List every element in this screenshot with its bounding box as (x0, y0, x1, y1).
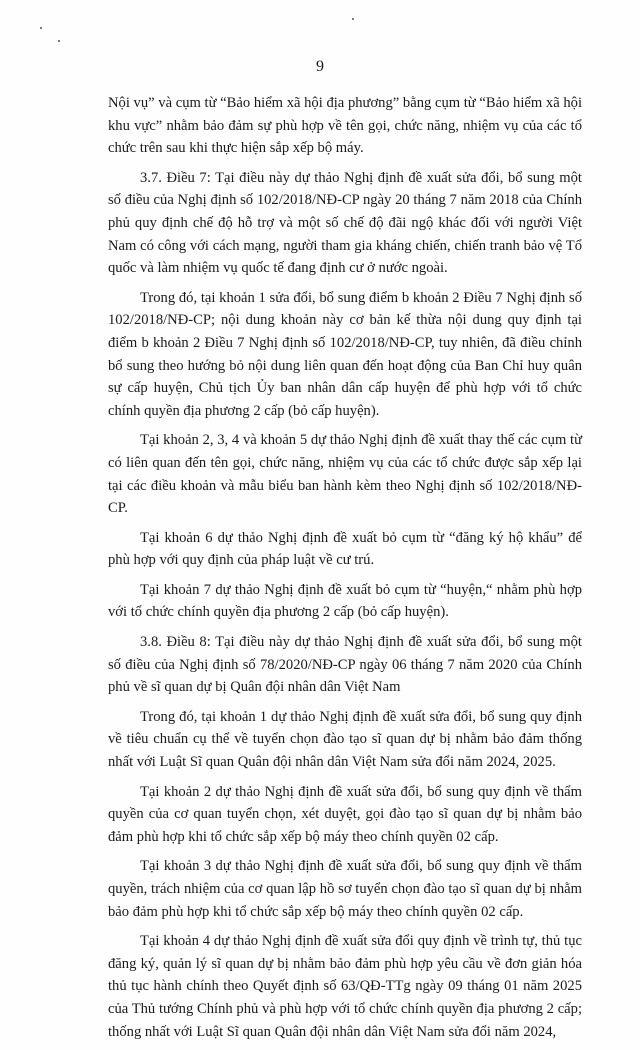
paragraph-article-8-clause-1: Trong đó, tại khoản 1 dự thảo Nghị định đề xuất sửa đổi, bổ sung quy định về tiêu chuẩn cụ thể về tuyển chọn đào tạo sĩ quan dự bị nhằm bảo đảm thống nhất với Luật Sĩ quan Quân đội nhân dân Việt Nam sửa đổi năm 2024, 2025. (108, 708, 582, 771)
document-body (108, 92, 582, 1050)
paragraph-article-8-clause-4: Tại khoản 4 dự thảo Nghị định đề xuất sửa đổi quy định về trình tự, thủ tục đăng ký, quản lý sĩ quan dự bị nhằm bảo đảm phù hợp yêu cầu về đơn giản hóa thủ tục hành chính theo Quyết định số 63/QĐ-TTg ngày 09 tháng 01 năm 2025 của Thủ tướng Chính phủ và phù hợp với tổ chức chính quyền địa phương 2 cấp; thống nhất với Luật Sĩ quan Quân đội nhân dân Việt Nam sửa đổi năm 2024, (108, 933, 582, 1040)
paragraph-article-7-clauses-2-5: Tại khoản 2, 3, 4 và khoản 5 dự thảo Nghị định đề xuất thay thế các cụm từ có liên quan đến tên gọi, chức năng, nhiệm vụ của các tổ chức được sắp xếp lại tại các điều khoản và mẫu biểu ban hành kèm theo Nghị định số 102/2018/NĐ-CP. (108, 432, 582, 517)
paragraph-article-7-clause-6: Tại khoản 6 dự thảo Nghị định đề xuất bỏ cụm từ “đăng ký hộ khẩu” để phù hợp với quy định của pháp luật về cư trú. (108, 529, 582, 569)
page-number: 9 (316, 58, 324, 75)
scan-speck (58, 40, 60, 42)
paragraph-article-7-clause-1: Trong đó, tại khoản 1 sửa đổi, bổ sung điểm b khoản 2 Điều 7 Nghị định số 102/2018/NĐ-CP; nội dung khoản này cơ bản kế thừa nội dung quy định tại điểm b khoản 2 Điều 7 Nghị định số 102/2018/NĐ-CP, tuy nhiên, đã điều chỉnh bổ sung theo hướng bỏ nội dung liên quan đến hoạt động của Ban Chỉ huy quân sự cấp huyện, Chủ tịch Ủy ban nhân dân cấp huyện để phù hợp với tổ chức chính quyền địa phương 2 cấp (bỏ cấp huyện). (108, 289, 582, 419)
paragraph-article-8-clause-2: Tại khoản 2 dự thảo Nghị định đề xuất sửa đổi, bổ sung quy định về thẩm quyền của cơ quan tuyển chọn, xét duyệt, gọi đào tạo sĩ quan dự bị nhằm bảo đảm phù hợp khi tổ chức sắp xếp bộ máy theo chính quyền 02 cấp. (108, 783, 582, 845)
scan-speck (40, 27, 42, 29)
paragraph-article-7-clause-7: Tại khoản 7 dự thảo Nghị định đề xuất bỏ cụm từ “huyện,“ nhằm phù hợp với tổ chức chính quyền địa phương 2 cấp (bỏ cấp huyện). (108, 581, 582, 621)
paragraph-continuation: Nội vụ” và cụm từ “Bảo hiểm xã hội địa phương” bằng cụm từ “Bảo hiểm xã hội khu vực” nhằm bảo đảm sự phù hợp về tên gọi, chức năng, nhiệm vụ của các tổ chức trên sau khi thực hiện sắp xếp bộ máy. (108, 95, 582, 157)
paragraph-article-8: 3.8. Điều 8: Tại điều này dự thảo Nghị định đề xuất sửa đổi, bổ sung một số điều của Nghị định số 78/2020/NĐ-CP ngày 06 tháng 7 năm 2020 của Chính phủ về sĩ quan dự bị Quân đội nhân dân Việt Nam (108, 634, 582, 696)
paragraph-article-8-clause-3: Tại khoản 3 dự thảo Nghị định đề xuất sửa đổi, bổ sung quy định về thẩm quyền, trách nhiệm của cơ quan lập hồ sơ tuyển chọn đào tạo sĩ quan dự bị nhằm bảo đảm phù hợp khi tổ chức sắp xếp bộ máy theo chính quyền 02 cấp. (108, 858, 582, 920)
paragraph-article-7: 3.7. Điều 7: Tại điều này dự thảo Nghị định đề xuất sửa đổi, bổ sung một số điều của Nghị định số 102/2018/NĐ-CP ngày 20 tháng 7 năm 2018 của Chính phủ quy định chế độ hỗ trợ và một số chế độ đãi ngộ khác đối với người Việt Nam có công với cách mạng, người tham gia kháng chiến, chiến tranh bảo vệ Tổ quốc và làm nhiệm vụ quốc tế đang định cư ở nước ngoài. (108, 169, 582, 277)
scan-speck (352, 18, 354, 20)
